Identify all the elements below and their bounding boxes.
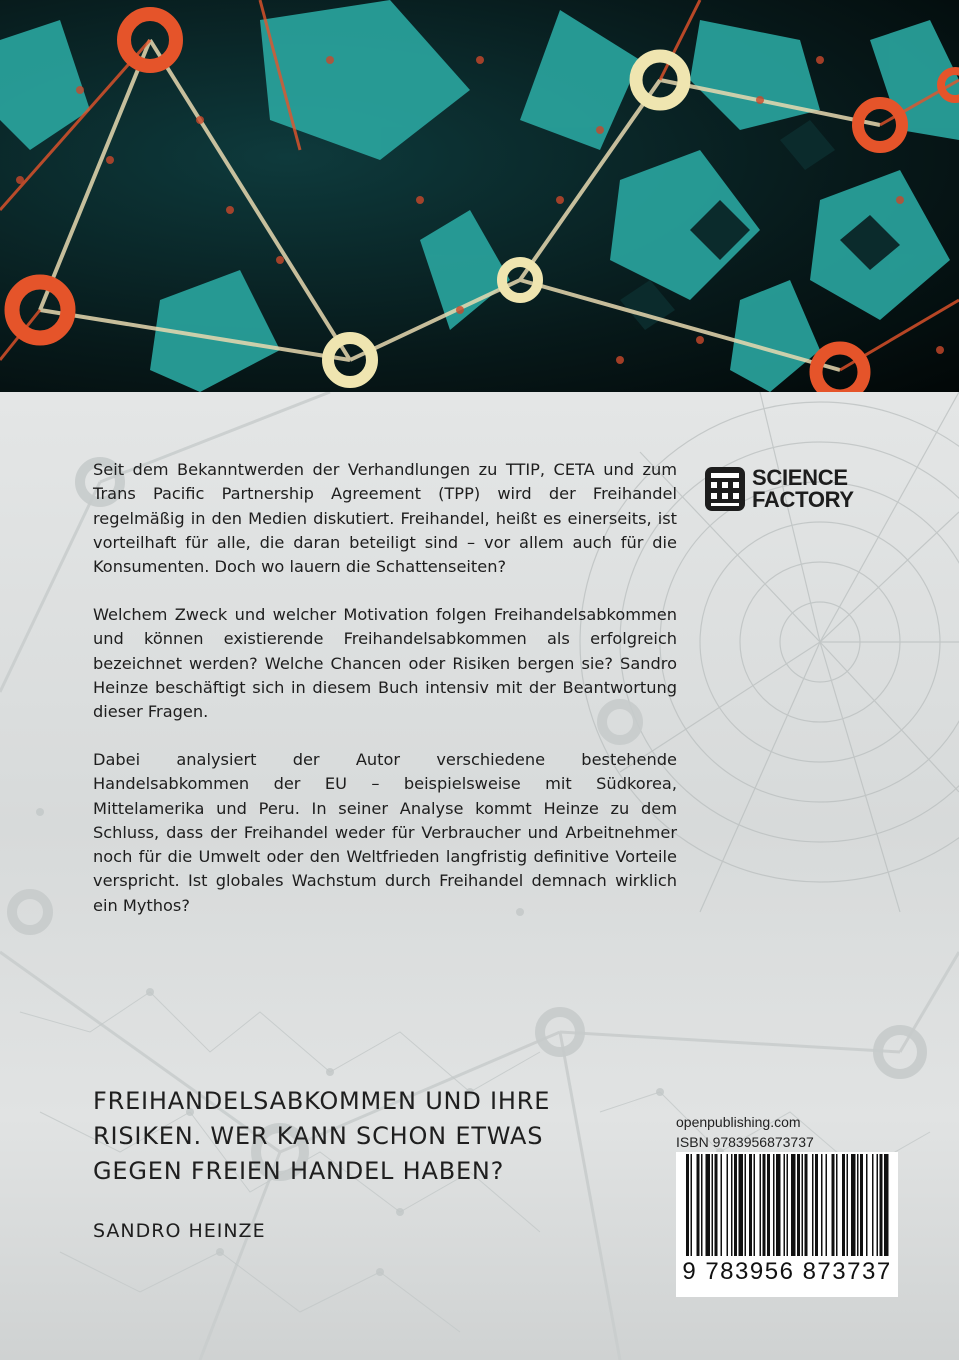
- science-factory-logo-icon: [704, 466, 746, 512]
- barcode-bar: [776, 1154, 781, 1256]
- logo-text-line-1: SCIENCE: [752, 465, 848, 490]
- barcode-bar: [877, 1154, 879, 1256]
- cover-artwork-network-image: [0, 0, 959, 392]
- publisher-url: openpublishing.com: [676, 1114, 801, 1130]
- barcode-bar: [826, 1154, 828, 1256]
- barcode-bar: [754, 1154, 756, 1256]
- barcode-bar: [697, 1154, 700, 1256]
- barcode-bar: [701, 1154, 703, 1256]
- barcode-bar: [791, 1154, 796, 1256]
- isbn-label: ISBN 9783956873737: [676, 1134, 814, 1150]
- barcode-bar: [784, 1154, 786, 1256]
- blurb-paragraph-1: Seit dem Bekanntwerden der Verhandlungen zu TTIP, CETA und zum Trans Pacific Partnership Agreement (TPP) wird der Freihandel regelmäßig in den Medien diskutiert. Freihandel, heißt es einerseits, ist vorteilhaft für alle, die daran beteiligt sind – vor allem auch für die Konsumenten. Doch wo lauern die Schattenseiten?: [93, 460, 677, 577]
- isbn-barcode: [676, 1152, 898, 1297]
- blurb-paragraph-3: Dabei analysiert der Autor verschiedene bestehende Handelsabkommen der EU – beispielsweise mit Südkorea, Mittelamerika und Peru. In seiner Analyse kommt Heinze zu dem Schluss, dass der Freihandel weder für Verbraucher und Arbeitnehmer noch für die Umwelt oder den Weltfrieden langfristig definitive Vorteile verspricht. Ist globales Wachstum durch Freihandel demnach wirklich ein Mythos?: [93, 750, 677, 915]
- barcode-bar: [842, 1154, 845, 1256]
- barcode-bar: [884, 1154, 889, 1256]
- barcode-bar: [712, 1154, 714, 1256]
- barcode-bar: [721, 1154, 723, 1256]
- barcode-bar: [805, 1154, 808, 1256]
- barcode-bars: [682, 1154, 892, 1256]
- barcode-bar: [745, 1154, 747, 1256]
- barcode-bar: [851, 1154, 856, 1256]
- barcode-bar: [812, 1154, 814, 1256]
- barcode-bar: [691, 1154, 693, 1256]
- barcode-bar: [715, 1154, 718, 1256]
- barcode-bar: [767, 1154, 770, 1256]
- book-title: FREIHANDELSABKOMMEN UND IHRE RISIKEN. WER KANN SCHON ETWAS GEGEN FREIEN HANDEL HABEN?: [93, 1087, 551, 1185]
- barcode-bar: [821, 1154, 823, 1256]
- science-factory-logo: [704, 462, 866, 516]
- barcode-bar: [739, 1154, 744, 1256]
- barcode-bar: [872, 1154, 874, 1256]
- barcode-bar: [815, 1154, 818, 1256]
- barcode-bar: [832, 1154, 835, 1256]
- blurb-paragraph-2: Welchem Zweck und welcher Motivation folgen Freihandelsabkommen und können existierende Freihandelsabkommen als erfolgreich bezeichnet werden? Welche Chancen oder Risiken bergen sie? Sandro Heinze beschäftigt sich in diesem Buch intensiv mit der Beantwortung dieser Fragen.: [93, 605, 677, 722]
- barcode-bar: [880, 1154, 883, 1256]
- barcode-bar: [866, 1154, 868, 1256]
- barcode-bar: [773, 1154, 775, 1256]
- barcode-bar: [760, 1154, 762, 1256]
- barcode-bar: [847, 1154, 849, 1256]
- barcode-bar: [797, 1154, 800, 1256]
- barcode-bar: [734, 1154, 737, 1256]
- barcode-bar: [836, 1154, 838, 1256]
- barcode-bar: [802, 1154, 804, 1256]
- logo-text-line-2: FACTORY: [752, 487, 854, 512]
- barcode-bar: [731, 1154, 733, 1256]
- barcode-bar: [763, 1154, 766, 1256]
- barcode-bar: [749, 1154, 752, 1256]
- barcode-bar: [727, 1154, 729, 1256]
- book-author: SANDRO HEINZE: [93, 1220, 266, 1242]
- barcode-bar: [706, 1154, 711, 1256]
- barcode-number: 9 783956 873737: [682, 1258, 892, 1285]
- barcode-bar: [686, 1154, 689, 1256]
- barcode-bar: [787, 1154, 789, 1256]
- barcode-bar: [857, 1154, 859, 1256]
- barcode-bar: [860, 1154, 863, 1256]
